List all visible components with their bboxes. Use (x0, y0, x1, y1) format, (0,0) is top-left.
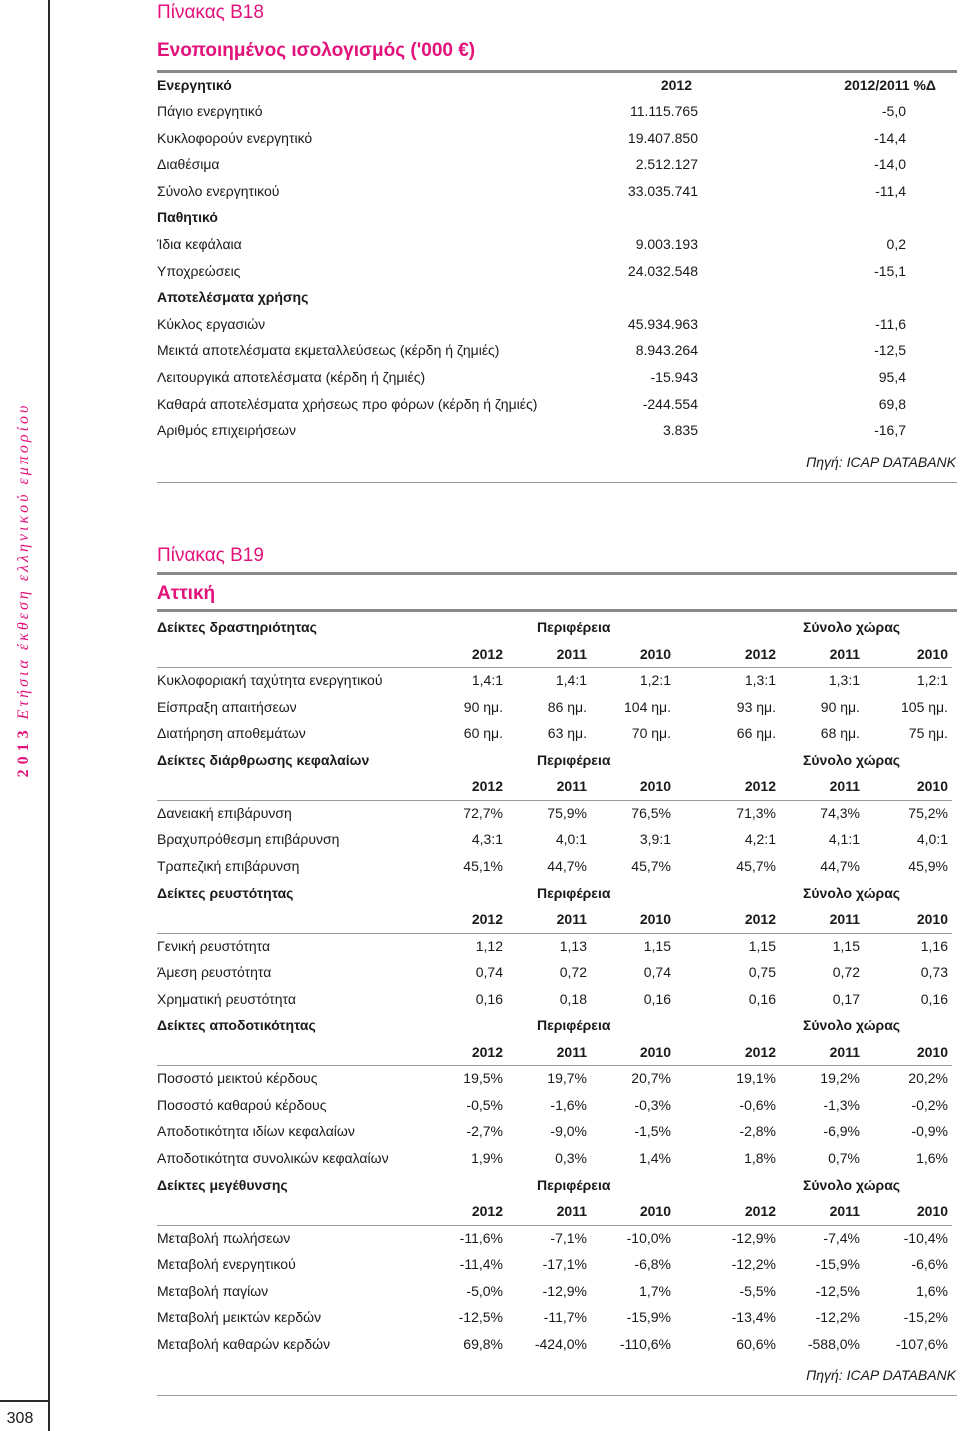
table-row (157, 667, 952, 693)
row-value: 69,8% (463, 1335, 503, 1352)
row-value: -6,6% (911, 1256, 948, 1273)
table-row (157, 1225, 952, 1251)
section-rule (157, 1065, 952, 1066)
row-value-change: -5,0 (881, 103, 906, 119)
row-value: 0,17 (832, 990, 860, 1007)
row-value: 68 ημ. (820, 725, 860, 742)
table-row (157, 337, 952, 363)
table-row (157, 417, 952, 443)
section-header-row (157, 1012, 952, 1038)
row-value: 90 ημ. (820, 698, 860, 715)
row-value: -12,2% (815, 1309, 860, 1326)
row-value-change: -16,7 (874, 422, 906, 439)
table-row (157, 959, 952, 985)
section-title: Δείκτες μεγέθυνσης (157, 1176, 288, 1193)
table-row (157, 1304, 952, 1330)
year-label: 2011 (556, 778, 587, 795)
row-value: 1,3:1 (744, 672, 776, 689)
row-value-change: 95,4 (878, 369, 906, 385)
table-row (157, 311, 952, 337)
year-label: 2012 (744, 911, 776, 928)
page-margin-rule (48, 0, 50, 1431)
row-value: 1,6% (916, 1150, 948, 1166)
table-row (157, 391, 952, 417)
row-value: 3,9:1 (639, 831, 671, 848)
row-value: 1,4:1 (555, 672, 587, 689)
row-value: -11,4% (459, 1256, 503, 1273)
table-row (157, 258, 952, 284)
table-row (157, 1251, 952, 1277)
year-label: 2012 (744, 778, 776, 795)
row-value: -12,9% (542, 1282, 587, 1299)
row-value: -12,2% (731, 1256, 776, 1273)
row-label: Μεταβολή καθαρών κερδών (157, 1335, 331, 1352)
row-value: 44,7% (820, 857, 860, 874)
region-column-label: Περιφέρεια (537, 1017, 611, 1034)
row-value: 4,3:1 (471, 831, 503, 848)
table-row (157, 933, 952, 959)
row-value: -15,2% (903, 1309, 948, 1326)
year-label: 2011 (829, 1043, 860, 1060)
year-label: 2010 (916, 645, 948, 662)
row-label: Μεικτά αποτελέσματα εκμεταλλεύσεως (κέρδη ή ζημιές) (157, 342, 500, 359)
year-label: 2011 (556, 911, 587, 928)
row-label: Διατήρηση αποθεμάτων (157, 725, 306, 742)
section-title: Δείκτες δραστηριότητας (157, 619, 317, 635)
row-value: 90 ημ. (463, 698, 503, 715)
section-header-row (157, 880, 952, 906)
row-value: 75 ημ. (908, 725, 948, 742)
row-value: 4,0:1 (916, 831, 948, 848)
row-label: Σύνολο ενεργητικού (157, 182, 280, 199)
table-row (157, 178, 952, 204)
row-value: 1,4:1 (471, 672, 503, 689)
row-value-change: -14,0 (874, 156, 906, 173)
row-label: Γενική ρευστότητα (157, 937, 271, 954)
table-row (157, 1278, 952, 1304)
section-title: Δείκτες αποδοτικότητας (157, 1017, 316, 1034)
table-b19-subtitle: Αττική (157, 583, 216, 604)
row-label: Τραπεζική επιβάρυνση (157, 857, 300, 874)
table-row (157, 986, 952, 1012)
row-label: Άμεση ρευστότητα (157, 964, 272, 981)
years-row (157, 773, 952, 799)
row-value: -107,6% (895, 1335, 948, 1352)
row-value: 19,7% (547, 1070, 587, 1087)
row-value-2012: -244.554 (642, 395, 698, 412)
row-value: -15,9% (815, 1256, 860, 1273)
row-value: -9,0% (550, 1123, 587, 1140)
row-value: 1,12 (475, 937, 503, 954)
row-value: 1,15 (643, 937, 671, 954)
row-value: -12,5% (815, 1282, 860, 1299)
year-label: 2012 (471, 911, 503, 928)
section-rule (157, 1225, 952, 1226)
row-label: Μεταβολή ενεργητικού (157, 1256, 296, 1273)
row-value-change: -11,6 (875, 315, 906, 332)
row-value: 70 ημ. (631, 725, 671, 742)
row-value: 19,2% (820, 1070, 860, 1087)
row-value: 66 ημ. (736, 725, 776, 742)
table-row (157, 204, 952, 230)
year-label: 2012 (744, 1043, 776, 1060)
table-row (157, 1092, 952, 1118)
row-value: -12,9% (731, 1229, 776, 1246)
row-label: Υποχρεώσεις (157, 262, 241, 279)
row-value: 19,1% (736, 1070, 776, 1087)
year-label: 2012 (744, 1203, 776, 1220)
row-value: -10,4% (903, 1229, 948, 1246)
section-header-row (157, 747, 952, 773)
row-value: -110,6% (619, 1335, 671, 1352)
row-value: -424,0% (534, 1335, 587, 1352)
row-value: 1,13 (559, 937, 587, 954)
row-value: 60 ημ. (463, 725, 503, 742)
row-value: -12,5% (458, 1309, 503, 1326)
year-label: 2010 (916, 778, 948, 795)
table-row (157, 1065, 952, 1091)
row-value: -10,0% (626, 1229, 671, 1246)
row-value: -17,1% (542, 1256, 587, 1273)
row-value: 1,6% (916, 1282, 948, 1299)
row-label: Μεταβολή μεικτών κερδών (157, 1309, 322, 1326)
table-row (157, 826, 952, 852)
year-label: 2012 (471, 1203, 503, 1220)
row-value: 0,18 (559, 990, 587, 1007)
year-label: 2012 (471, 778, 503, 795)
row-value-2012: 8.943.264 (635, 342, 698, 359)
table-row (157, 694, 952, 720)
row-value-2012: 9.003.193 (635, 236, 698, 252)
table-row (157, 125, 952, 151)
row-value: 0,72 (559, 964, 587, 981)
year-label: 2010 (639, 1203, 671, 1220)
year-label: 2010 (639, 778, 671, 795)
table-row (157, 98, 952, 124)
row-label: Δανειακή επιβάρυνση (157, 804, 292, 821)
table-b18-title: Πίνακας Β18 (157, 2, 264, 23)
row-value: 0,74 (643, 964, 671, 981)
section-header-row (157, 1172, 952, 1198)
year-label: 2011 (829, 1203, 860, 1220)
row-value: -11,7% (543, 1309, 587, 1326)
year-label: 2011 (556, 1203, 587, 1220)
row-label: Παθητικό (157, 209, 218, 226)
row-value: 0,16 (643, 990, 671, 1007)
table-row (157, 720, 952, 746)
table-b18-bottom-rule (157, 482, 957, 483)
year-label: 2010 (916, 1203, 948, 1220)
row-value: -7,4% (823, 1229, 860, 1246)
row-value: 45,7% (736, 857, 776, 874)
row-value-2012: 24.032.548 (627, 262, 698, 279)
row-value: -6,9% (823, 1123, 860, 1140)
country-column-label: Σύνολο χώρας (803, 619, 901, 635)
row-value: -0,3% (634, 1096, 671, 1113)
row-value-change: 69,8 (878, 395, 906, 412)
row-value: 0,73 (920, 964, 948, 981)
row-value-2012: 2.512.127 (635, 156, 698, 173)
row-value: 86 ημ. (547, 698, 587, 715)
year-label: 2012 (471, 1043, 503, 1060)
year-label: 2011 (556, 1043, 587, 1060)
row-value: 19,5% (463, 1070, 503, 1087)
year-label: 2011 (829, 911, 860, 928)
row-value-change: -11,4 (875, 182, 906, 199)
country-column-label: Σύνολο χώρας (803, 1176, 901, 1193)
year-label: 2010 (639, 645, 671, 662)
row-value: -0,5% (466, 1096, 503, 1113)
row-value: 105 ημ. (901, 698, 948, 715)
row-value: 0,75 (748, 964, 776, 981)
section-rule (157, 667, 952, 668)
row-label: Είσπραξη απαιτήσεων (157, 698, 297, 715)
table-row (157, 151, 952, 177)
table-row (157, 231, 952, 257)
row-label: Λειτουργικά αποτελέσματα (κέρδη ή ζημιές) (157, 369, 426, 385)
row-value: 1,8% (744, 1150, 776, 1166)
page-number-rule (0, 1400, 48, 1402)
section-rule (157, 800, 952, 801)
row-value: 74,3% (820, 804, 860, 821)
year-label: 2010 (639, 1043, 671, 1060)
region-column-label: Περιφέρεια (537, 1176, 611, 1193)
years-row (157, 641, 952, 667)
row-value: 45,1% (463, 857, 503, 874)
row-value-2012: 3.835 (662, 422, 698, 439)
row-value-2012: 33.035.741 (627, 182, 698, 199)
table-b19-source: Πηγή: ICAP DATABANK (806, 1367, 956, 1383)
row-value: 45,7% (631, 857, 671, 874)
year-label: 2011 (829, 645, 860, 662)
row-value: 0,7% (828, 1150, 860, 1166)
row-value: 71,3% (736, 804, 776, 821)
row-value-2012: -15.943 (650, 369, 698, 385)
year-label: 2010 (916, 1043, 948, 1060)
table-row (157, 1118, 952, 1144)
row-value: 4,0:1 (555, 831, 587, 848)
row-value: 75,9% (547, 804, 587, 821)
region-column-label: Περιφέρεια (537, 751, 611, 768)
region-column-label: Περιφέρεια (537, 884, 611, 901)
table-b18-source: Πηγή: ICAP DATABANK (806, 454, 956, 470)
region-column-label: Περιφέρεια (537, 619, 611, 635)
table-b19-title: Πίνακας Β19 (157, 545, 264, 566)
table-b18-header-row (157, 72, 952, 98)
country-column-label: Σύνολο χώρας (803, 884, 901, 901)
year-label: 2010 (916, 911, 948, 928)
row-value: 1,2:1 (916, 672, 948, 689)
table-row (157, 853, 952, 879)
table-b19-title-rule (157, 572, 957, 575)
row-label: Αποδοτικότητα ιδίων κεφαλαίων (157, 1123, 355, 1140)
row-value: -588,0% (807, 1335, 860, 1352)
row-label: Πάγιο ενεργητικό (157, 103, 263, 119)
sidebar-publication-title: Ετήσια έκθεση ελληνικού εμπορίου (15, 402, 32, 720)
section-header-row (157, 614, 952, 640)
row-label: Διαθέσιμα (157, 156, 220, 173)
row-label: Βραχυπρόθεσμη επιβάρυνση (157, 831, 340, 848)
row-value: 63 ημ. (547, 725, 587, 742)
row-value: 4,1:1 (828, 831, 860, 848)
row-label: Ποσοστό μεικτού κέρδους (157, 1070, 318, 1087)
row-value: 20,2% (908, 1070, 948, 1087)
row-value: -11,6% (459, 1229, 503, 1246)
section-title: Δείκτες ρευστότητας (157, 884, 294, 901)
row-value: -0,2% (911, 1096, 948, 1113)
years-row (157, 1039, 952, 1065)
country-column-label: Σύνολο χώρας (803, 751, 901, 768)
year-label: 2010 (639, 911, 671, 928)
row-value: 0,72 (832, 964, 860, 981)
table-b18-header-col2: 2012/2011 %Δ (844, 77, 936, 93)
row-value: -13,4% (731, 1309, 776, 1326)
table-row (157, 284, 952, 310)
table-row (157, 364, 952, 390)
row-value: 93 ημ. (736, 698, 776, 715)
row-value-2012: 45.934.963 (627, 315, 698, 332)
table-b18-header-label: Ενεργητικό (157, 77, 232, 93)
row-value: 75,2% (908, 804, 948, 821)
row-label: Μεταβολή πωλήσεων (157, 1229, 291, 1246)
row-label: Καθαρά αποτελέσματα χρήσεως προ φόρων (κέρδη ή ζημιές) (157, 395, 538, 412)
row-value: -15,9% (626, 1309, 671, 1326)
row-value: 1,3:1 (828, 672, 860, 689)
row-value: 1,16 (920, 937, 948, 954)
section-title: Δείκτες διάρθρωσης κεφαλαίων (157, 751, 370, 768)
row-value: 1,15 (832, 937, 860, 954)
year-label: 2011 (829, 778, 860, 795)
row-value-change: 0,2 (886, 236, 906, 252)
row-value-change: -15,1 (874, 262, 906, 279)
row-value-change: -12,5 (874, 342, 906, 359)
row-label: Αποτελέσματα χρήσης (157, 289, 309, 306)
row-value: 4,2:1 (744, 831, 776, 848)
table-row (157, 800, 952, 826)
row-value: -2,8% (739, 1123, 776, 1140)
row-value: 0,74 (475, 964, 503, 981)
row-value: -6,8% (634, 1256, 671, 1273)
sidebar-year: 2013 (15, 725, 32, 778)
years-row (157, 1198, 952, 1224)
year-label: 2011 (556, 645, 587, 662)
row-value: 0,3% (555, 1150, 587, 1166)
row-label: Κυκλοφορούν ενεργητικό (157, 129, 313, 146)
row-value: 0,16 (475, 990, 503, 1007)
row-value: 1,9% (471, 1150, 503, 1166)
row-value: 20,7% (631, 1070, 671, 1087)
table-b18-header-col1: 2012 (660, 77, 692, 93)
row-label: Ποσοστό καθαρού κέρδους (157, 1096, 327, 1113)
section-rule (157, 933, 952, 934)
row-value: 1,7% (639, 1282, 671, 1299)
years-row (157, 906, 952, 932)
row-value: -7,1% (550, 1229, 587, 1246)
table-b18-subtitle: Ενοποιημένος ισολογισμός ('000 €) (157, 40, 476, 61)
row-value-2012: 11.115.765 (630, 103, 698, 119)
row-value: -5,5% (739, 1282, 776, 1299)
row-value: 104 ημ. (624, 698, 671, 715)
row-value: -5,0% (466, 1282, 503, 1299)
row-label: Ίδια κεφάλαια (157, 236, 242, 252)
row-value: 60,6% (736, 1335, 776, 1352)
table-b19-rule (157, 609, 957, 612)
year-label: 2012 (744, 645, 776, 662)
row-value: 72,7% (463, 804, 503, 821)
row-label: Αποδοτικότητα συνολικών κεφαλαίων (157, 1150, 389, 1166)
year-label: 2012 (471, 645, 503, 662)
row-label: Κυκλοφοριακή ταχύτητα ενεργητικού (157, 672, 383, 689)
country-column-label: Σύνολο χώρας (803, 1017, 901, 1034)
row-value: -1,5% (634, 1123, 671, 1140)
row-value: -2,7% (466, 1123, 503, 1140)
page-number: 308 (6, 1410, 34, 1427)
row-value: 44,7% (547, 857, 587, 874)
row-value: -1,3% (823, 1096, 860, 1113)
row-label: Χρηματική ρευστότητα (157, 990, 296, 1007)
row-value: 45,9% (908, 857, 948, 874)
row-value: -0,6% (739, 1096, 776, 1113)
row-value-2012: 19.407.850 (627, 129, 698, 146)
row-value: 76,5% (631, 804, 671, 821)
row-label: Αριθμός επιχειρήσεων (157, 422, 296, 439)
table-b19-bottom-rule (157, 1395, 957, 1396)
row-value: 1,15 (748, 937, 776, 954)
row-label: Κύκλος εργασιών (157, 315, 266, 332)
table-row (157, 1331, 952, 1357)
row-value: -1,6% (550, 1096, 587, 1113)
table-row (157, 1145, 952, 1171)
row-value: -0,9% (911, 1123, 948, 1140)
row-label: Μεταβολή παγίων (157, 1282, 269, 1299)
row-value-change: -14,4 (874, 129, 906, 146)
row-value: 0,16 (748, 990, 776, 1007)
row-value: 1,2:1 (639, 672, 671, 689)
row-value: 1,4% (639, 1150, 671, 1166)
row-value: 0,16 (920, 990, 948, 1007)
sidebar-title (8, 402, 40, 778)
